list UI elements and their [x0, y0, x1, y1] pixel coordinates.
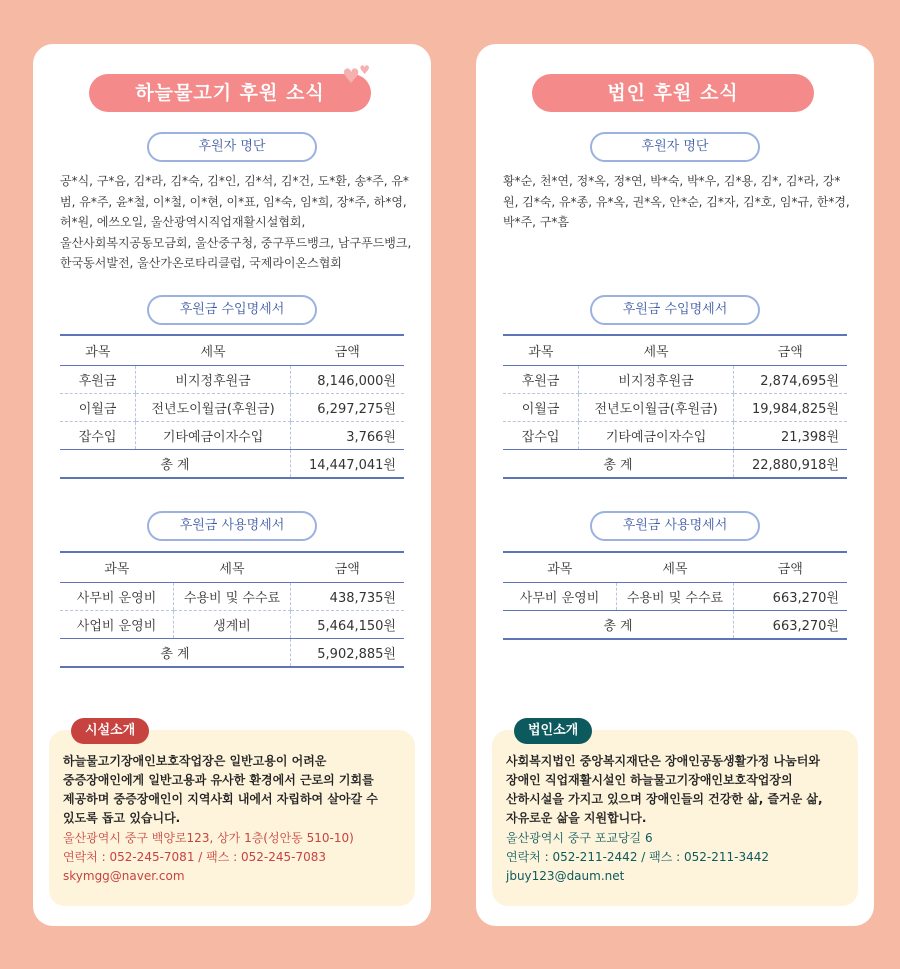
total-amount: 22,880,918원	[733, 450, 847, 479]
category-cell: 사무비 운영비	[503, 583, 617, 611]
column-header: 세목	[136, 335, 291, 366]
total-row	[503, 450, 847, 479]
address-text: 울산광역시 중구 백양로123, 상가 1층(성안동 510-10)	[63, 831, 354, 845]
column-header: 세목	[617, 552, 734, 583]
total-amount: 5,902,885원	[290, 639, 404, 668]
usage-heading: 후원금 사용명세서	[147, 511, 317, 541]
table-header-row	[60, 335, 404, 366]
item-cell: 기타예금이자수입	[136, 422, 291, 450]
total-label: 총 계	[503, 611, 733, 640]
item-cell: 수용비 및 수수료	[174, 583, 291, 611]
total-label: 총 계	[503, 450, 733, 479]
item-cell: 기타예금이자수입	[579, 422, 734, 450]
column-header: 금액	[290, 552, 404, 583]
category-cell: 후원금	[60, 366, 136, 394]
category-cell: 사무비 운영비	[60, 583, 174, 611]
total-row	[503, 611, 847, 640]
income-heading: 후원금 수입명세서	[147, 295, 317, 325]
column-header: 과목	[60, 335, 136, 366]
amount-cell: 19,984,825원	[733, 394, 847, 422]
category-cell: 잡수입	[60, 422, 136, 450]
total-label: 총 계	[60, 639, 290, 668]
item-cell: 생계비	[174, 611, 291, 639]
table-row	[503, 583, 847, 611]
table-row	[60, 583, 404, 611]
donor-list: 황*순, 천*연, 정*옥, 정*연, 박*숙, 박*우, 김*용, 김*, 김*라, 강*원, 김*숙, 유*종, 유*옥, 권*옥, 안*순, 김*자, 김*호, 임*규, 한*경, 박*주, 구*흠	[503, 174, 850, 229]
donors-heading: 후원자 명단	[590, 132, 760, 162]
total-amount: 14,447,041원	[290, 450, 404, 479]
table-header-row	[503, 552, 847, 583]
corporation-tag: 법인소개	[514, 718, 592, 744]
column-header: 금액	[733, 335, 847, 366]
amount-cell: 6,297,275원	[290, 394, 404, 422]
table-row	[503, 394, 847, 422]
phone-text: 연락처 : 052-245-7081 / 팩스 : 052-245-7083	[63, 850, 326, 864]
amount-cell: 21,398원	[733, 422, 847, 450]
table-row	[60, 422, 404, 450]
column-header: 금액	[733, 552, 847, 583]
total-row	[60, 450, 404, 479]
facility-card	[33, 44, 431, 926]
corporation-info-box	[492, 723, 858, 906]
heart-icon: ♥	[342, 64, 361, 88]
email-link[interactable]: skymgg@naver.com	[63, 869, 185, 883]
column-header: 과목	[503, 552, 617, 583]
column-header: 금액	[290, 335, 404, 366]
address-text: 울산광역시 중구 포교당길 6	[506, 831, 653, 845]
donors-heading: 후원자 명단	[147, 132, 317, 162]
income-heading: 후원금 수입명세서	[590, 295, 760, 325]
usage-table	[60, 551, 404, 668]
table-row	[60, 394, 404, 422]
table-header-row	[60, 552, 404, 583]
heart-icon: ♥	[359, 63, 371, 77]
column-header: 세목	[579, 335, 734, 366]
amount-cell: 663,270원	[733, 583, 847, 611]
phone-text: 연락처 : 052-211-2442 / 팩스 : 052-211-3442	[506, 850, 769, 864]
facility-info-box	[49, 723, 415, 906]
corporation-banner	[532, 74, 814, 112]
income-table	[60, 334, 404, 479]
item-cell: 수용비 및 수수료	[617, 583, 734, 611]
banner-title: 하늘물고기 후원 소식	[135, 82, 325, 104]
item-cell: 전년도이월금(후원금)	[579, 394, 734, 422]
table-row	[503, 422, 847, 450]
amount-cell: 438,735원	[290, 583, 404, 611]
facility-tag: 시설소개	[71, 718, 149, 744]
facility-contact	[63, 829, 405, 886]
column-header: 과목	[60, 552, 174, 583]
facility-description: 하늘물고기장애인보호작업장은 일반고용이 어려운 중증장애인에게 일반고용과 유사한 환경에서 근로의 기회를 제공하며 중증장애인이 지역사회 내에서 자립하여 살아갈 수 있도록 돕고 있습니다.	[63, 754, 378, 825]
table-row	[60, 611, 404, 639]
item-cell: 비지정후원금	[579, 366, 734, 394]
usage-table	[503, 551, 847, 640]
amount-cell: 3,766원	[290, 422, 404, 450]
usage-heading: 후원금 사용명세서	[590, 511, 760, 541]
item-cell: 전년도이월금(후원금)	[136, 394, 291, 422]
corporation-description: 사회복지법인 중앙복지재단은 장애인공동생활가정 나눔터와 장애인 직업재활시설인 하늘물고기장애인보호작업장의 산하시설을 가지고 있으며 장애인들의 건강한 삶, 즐거운 삶, 자유로운 삶을 지원합니다.	[506, 754, 823, 825]
item-cell: 비지정후원금	[136, 366, 291, 394]
column-header: 과목	[503, 335, 579, 366]
column-header: 세목	[174, 552, 291, 583]
total-row	[60, 639, 404, 668]
corporation-contact	[506, 829, 848, 886]
banner-title: 법인 후원 소식	[607, 82, 739, 104]
category-cell: 후원금	[503, 366, 579, 394]
facility-banner	[89, 63, 371, 112]
income-table	[503, 334, 847, 479]
category-cell: 사업비 운영비	[60, 611, 174, 639]
total-amount: 663,270원	[733, 611, 847, 640]
category-cell: 이월금	[60, 394, 136, 422]
corporation-card	[476, 44, 874, 926]
amount-cell: 8,146,000원	[290, 366, 404, 394]
category-cell: 이월금	[503, 394, 579, 422]
table-row	[60, 366, 404, 394]
amount-cell: 2,874,695원	[733, 366, 847, 394]
email-link[interactable]: jbuy123@daum.net	[506, 869, 625, 883]
table-header-row	[503, 335, 847, 366]
table-row	[503, 366, 847, 394]
total-label: 총 계	[60, 450, 290, 479]
donor-list: 공*식, 구*음, 김*라, 김*숙, 김*인, 김*석, 김*건, 도*환, 송*주, 유*범, 유*주, 윤*철, 이*철, 이*현, 이*표, 임*숙, 임*희, 장*주, 하*영, 허*원, 에쓰오일, 울산광역시직업재활시설협회, 울산사회복지공동모금회, 울산중구청, 중구푸드뱅크, 남구푸드뱅크, 한국동서발전, 울산가온로타리클럽, 국제라이온스협회	[60, 174, 412, 270]
category-cell: 잡수입	[503, 422, 579, 450]
amount-cell: 5,464,150원	[290, 611, 404, 639]
